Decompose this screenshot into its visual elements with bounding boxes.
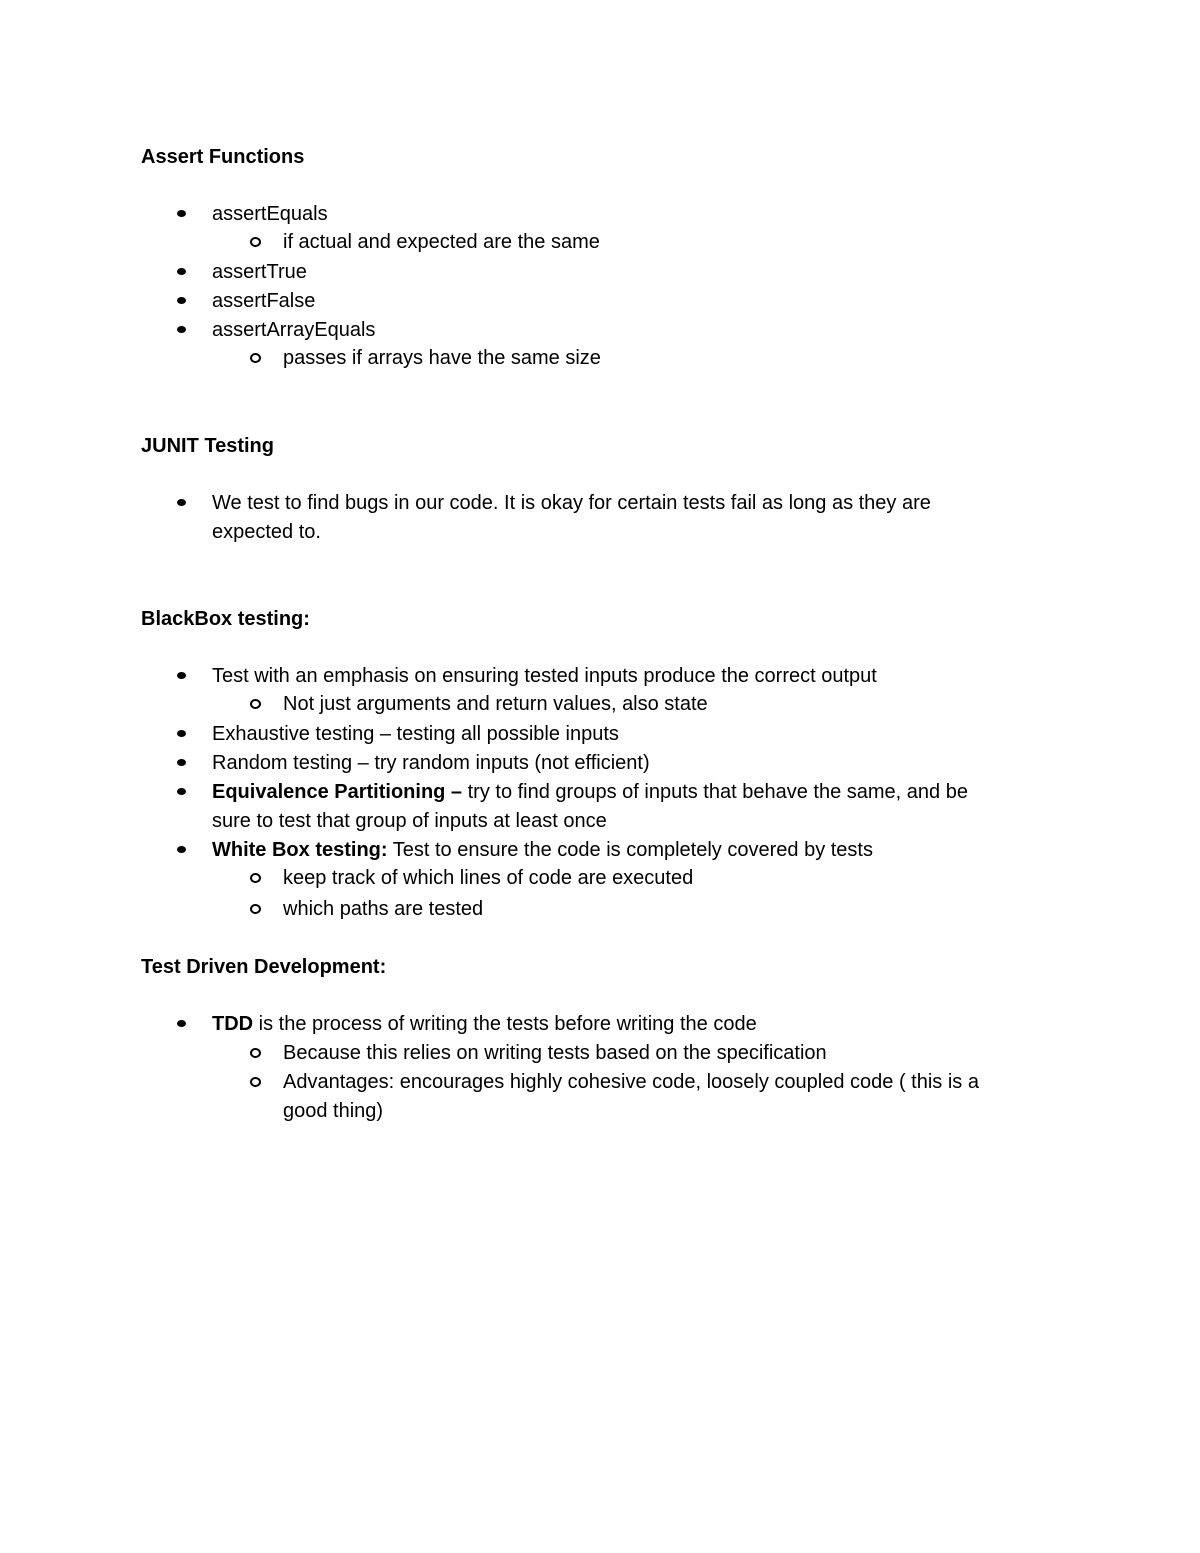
bullet-icon — [177, 268, 186, 275]
sub-item-paths-tested — [283, 895, 483, 924]
bullet-icon — [177, 210, 186, 217]
bullet-icon — [177, 846, 186, 853]
list-item-white-box-testing — [212, 836, 873, 865]
list-item-label: is the process of writing the tests before writing the code — [253, 1013, 757, 1035]
bullet-icon — [177, 499, 186, 506]
circle-bullet-icon — [250, 873, 261, 883]
bullet-icon — [177, 672, 186, 679]
list-item-assert-true — [212, 258, 307, 287]
list-item-assert-equals — [212, 200, 328, 229]
circle-bullet-icon — [250, 237, 261, 247]
list-item-tdd — [212, 1010, 757, 1039]
term-label: TDD — [212, 1013, 254, 1035]
sub-item-label: Not just arguments and return values, also state — [283, 693, 708, 715]
list-item-label: assertArrayEquals — [212, 319, 376, 341]
sub-item-advantages — [283, 1068, 979, 1097]
heading-test-driven-development: Test Driven Development: — [141, 956, 387, 978]
list-item-label: assertFalse — [212, 290, 316, 312]
sub-item-label: good thing) — [283, 1100, 384, 1122]
list-item-junit — [212, 489, 931, 518]
list-item-random-testing — [212, 749, 650, 778]
list-item-equivalence-continued — [212, 807, 607, 836]
list-item-junit-continued — [212, 518, 321, 547]
list-item-label: Test with an emphasis on ensuring tested inputs produce the correct output — [212, 665, 877, 687]
bullet-icon — [177, 326, 186, 333]
sub-item-advantages-continued — [283, 1097, 383, 1126]
term-label: White Box testing: — [212, 839, 388, 861]
list-item-exhaustive-testing — [212, 720, 619, 749]
sub-item-lines-executed — [283, 864, 693, 893]
bullet-icon — [177, 730, 186, 737]
bullet-icon — [177, 759, 186, 766]
list-item-label: sure to test that group of inputs at least once — [212, 810, 607, 832]
sub-item-blackbox-state — [283, 690, 708, 719]
list-item-equivalence-partitioning — [212, 778, 968, 807]
list-item-label: Exhaustive testing – testing all possible inputs — [212, 723, 619, 745]
sub-item-specification — [283, 1039, 827, 1068]
bullet-icon — [177, 297, 186, 304]
list-item-label: Test to ensure the code is completely covered by tests — [387, 839, 873, 861]
sub-item-assert-array-equals — [283, 344, 601, 373]
list-item-label: We test to find bugs in our code. It is okay for certain tests fail as long as they are — [212, 492, 931, 514]
list-item-label: assertEquals — [212, 203, 328, 225]
heading-junit-testing: JUNIT Testing — [141, 435, 274, 457]
circle-bullet-icon — [250, 353, 261, 363]
heading-assert-functions: Assert Functions — [141, 146, 305, 168]
sub-item-label: which paths are tested — [283, 898, 484, 920]
sub-item-label: if actual and expected are the same — [283, 231, 600, 253]
term-label: Equivalence Partitioning – — [212, 781, 463, 803]
circle-bullet-icon — [250, 699, 261, 709]
circle-bullet-icon — [250, 1077, 261, 1087]
list-item-assert-false — [212, 287, 315, 316]
sub-item-label: Advantages: encourages highly cohesive code, loosely coupled code ( this is a — [283, 1071, 979, 1093]
circle-bullet-icon — [250, 904, 261, 914]
list-item-label: try to find groups of inputs that behave the same, and be — [462, 781, 968, 803]
list-item-blackbox-emphasis — [212, 662, 877, 691]
list-item-assert-array-equals — [212, 316, 375, 345]
sub-item-label: Because this relies on writing tests based on the specification — [283, 1042, 827, 1064]
list-item-label: expected to. — [212, 521, 321, 543]
bullet-icon — [177, 1020, 186, 1027]
sub-item-label: keep track of which lines of code are executed — [283, 867, 694, 889]
sub-item-label: passes if arrays have the same size — [283, 347, 601, 369]
sub-item-assert-equals — [283, 228, 600, 257]
circle-bullet-icon — [250, 1048, 261, 1058]
list-item-label: Random testing – try random inputs (not efficient) — [212, 752, 650, 774]
heading-blackbox-testing: BlackBox testing: — [141, 608, 310, 630]
bullet-icon — [177, 788, 186, 795]
list-item-label: assertTrue — [212, 261, 307, 283]
